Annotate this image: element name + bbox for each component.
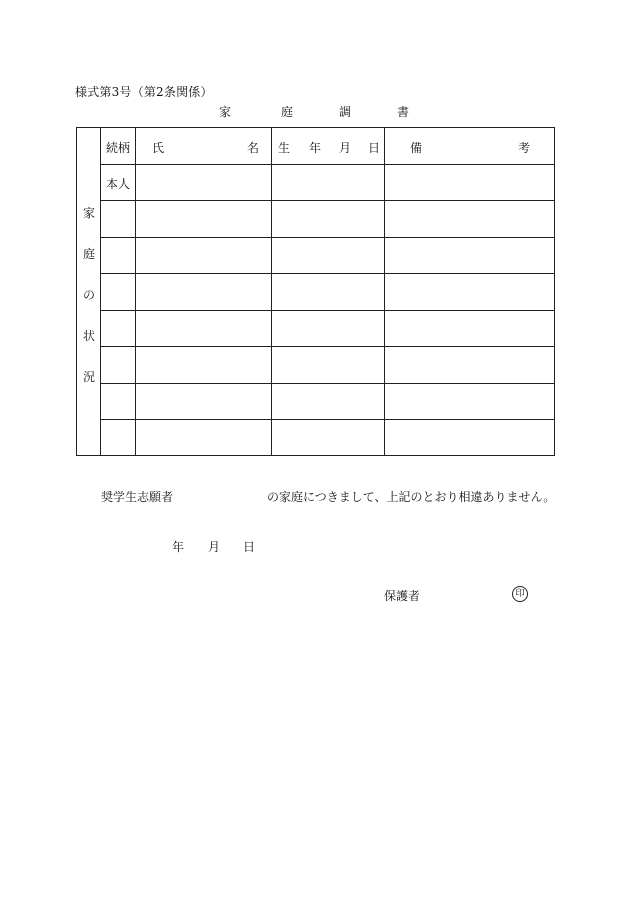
title-char: 庭 [281, 105, 294, 119]
header-birth-char: 年 [309, 141, 322, 155]
header-remarks-first: 備 [410, 141, 423, 155]
family-table [76, 127, 555, 456]
side-label-char: 況 [83, 370, 96, 384]
title-char: 家 [219, 105, 232, 119]
date-day-label: 日 [243, 540, 256, 554]
row-divider [100, 200, 554, 201]
row-divider [100, 419, 554, 420]
header-birth-char: 生 [278, 141, 291, 155]
declaration-suffix: の家庭につきまして、上記のとおり相違ありません。 [267, 490, 556, 504]
title-char: 書 [397, 105, 410, 119]
seal-icon: 印 [512, 586, 528, 602]
side-label-char: 家 [83, 206, 96, 220]
family-status-label [77, 128, 101, 455]
column-divider [384, 128, 385, 455]
side-label-char: 状 [83, 329, 96, 343]
header-relation: 続柄 [106, 141, 131, 155]
header-remarks-last: 考 [518, 141, 531, 155]
declaration-prefix: 奨学生志願者 [101, 490, 174, 504]
header-birth-char: 月 [339, 141, 352, 155]
side-label-char: の [83, 288, 96, 302]
header-name-first: 氏 [152, 141, 165, 155]
row-divider [100, 310, 554, 311]
side-label-char: 庭 [83, 247, 96, 261]
header-name-last: 名 [247, 141, 260, 155]
form-number: 様式第3号（第2条関係） [75, 85, 213, 99]
row-divider [100, 273, 554, 274]
row-divider [100, 164, 554, 165]
row-divider [100, 383, 554, 384]
relation-self: 本人 [106, 177, 131, 191]
row-divider [100, 237, 554, 238]
column-divider [100, 128, 101, 455]
column-divider [135, 128, 136, 455]
row-divider [100, 346, 554, 347]
guardian-label: 保護者 [384, 589, 421, 603]
date-month-label: 月 [208, 540, 221, 554]
column-divider [271, 128, 272, 455]
date-year-label: 年 [172, 540, 185, 554]
title-char: 調 [339, 105, 352, 119]
header-birth-char: 日 [368, 141, 381, 155]
